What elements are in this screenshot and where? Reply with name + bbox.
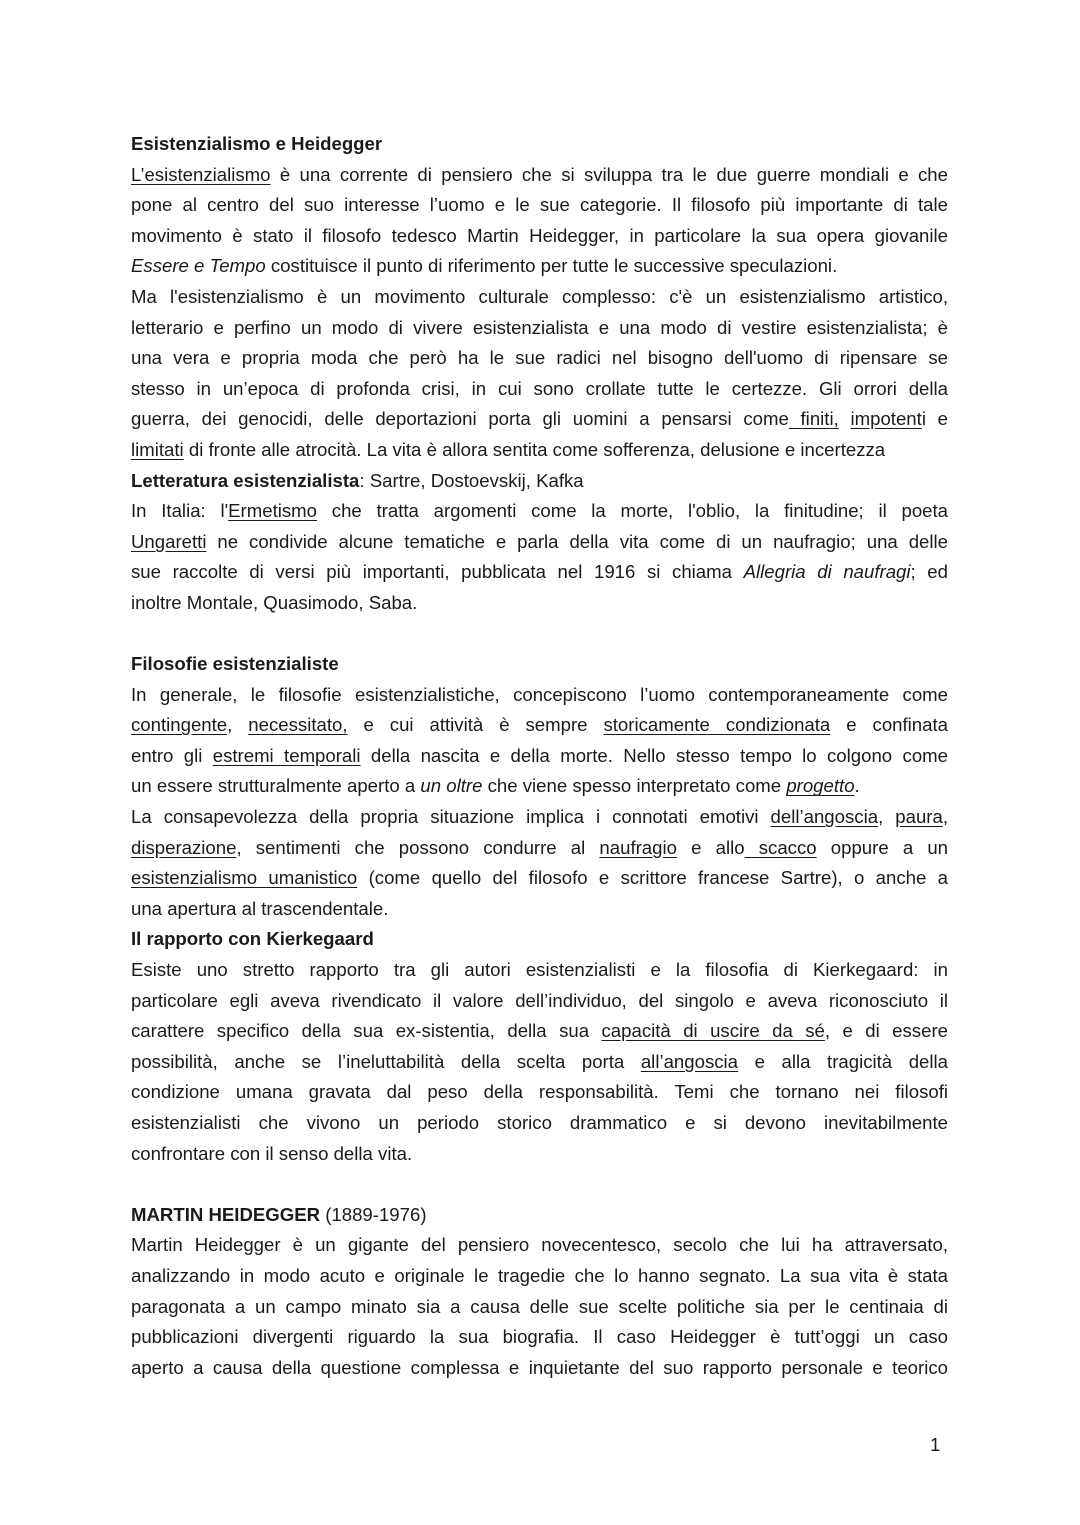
paragraph-line: entro gli estremi temporali della nascita e della morte. Nello stesso tempo lo colgono come: [131, 744, 948, 766]
italic-term: un oltre: [420, 775, 483, 797]
paragraph-line: Esiste uno stretto rapporto tra gli autori esistenzialisti e la filosofia di Kierkegaard: in: [131, 959, 948, 981]
paragraph-line: guerra, dei genocidi, delle deportazioni porta gli uomini a pensarsi come finiti, impotenti e: [131, 408, 949, 430]
paragraph-line: Letteratura esistenzialista: Sartre, Dostoevskij, Kafka: [131, 469, 584, 491]
blank-line: [131, 619, 948, 650]
section-title-esistenzialismo: Esistenzialismo e Heidegger: [131, 133, 383, 154]
underlined-term: naufragio: [599, 836, 677, 858]
paragraph-line: analizzando in modo acuto e originale le tragedie che lo hanno segnato. La sua vita è stata: [131, 1264, 948, 1286]
underlined-term: paura: [895, 806, 943, 828]
underlined-term: Ungaretti: [131, 530, 207, 552]
section-title-filosofie: Filosofie esistenzialiste: [131, 653, 339, 675]
underlined-term: necessitato,: [248, 714, 348, 736]
paragraph-line: una vera e propria moda che però ha le sue radici nel bisogno dell'uomo di ripensare se: [131, 347, 948, 369]
section-title-kierkegaard: Il rapporto con Kierkegaard: [131, 928, 374, 950]
document-page: [131, 129, 948, 1383]
paragraph-line: In Italia: l'Ermetismo che tratta argomenti come la morte, l'oblio, la finitudine; il poeta: [131, 500, 949, 522]
paragraph-line: disperazione, sentimenti che possono condurre al naufragio e allo scacco oppure a un: [131, 836, 948, 858]
underlined-term: finiti,: [788, 408, 839, 430]
paragraph-line: stesso in un’epoca di profonda crisi, in cui sono crollate tutte le certezze. Gli orrori della: [131, 377, 948, 399]
page-number: 1: [930, 1434, 941, 1455]
paragraph-line: condizione umana gravata dal peso della responsabilità. Temi che tornano nei filosofi: [131, 1081, 948, 1103]
bold-label: Letteratura esistenzialista: [131, 469, 360, 491]
paragraph-line: Essere e Tempo costituisce il punto di riferimento per tutte le successive speculazioni.: [131, 255, 838, 277]
paragraph-line: carattere specifico della sua ex-sistentia, della sua capacità di uscire da sé, e di essere: [131, 1020, 948, 1042]
paragraph-line: esistenzialismo umanistico (come quello del filosofo e scrittore francese Sartre), o anche a: [131, 867, 948, 889]
underlined-term: esistenzialismo umanistico: [131, 867, 358, 889]
paragraph-line: particolare egli aveva rivendicato il valore dell’individuo, del singolo e aveva riconosciuto il: [131, 989, 948, 1011]
paragraph-line: aperto a causa della questione complessa e inquietante del suo rapporto personale e teorico: [131, 1356, 948, 1378]
italic-title: Essere e Tempo: [131, 255, 266, 277]
underlined-term: progetto: [786, 775, 855, 797]
paragraph-line: una apertura al trascendentale.: [131, 897, 389, 919]
italic-title: Allegria di naufragi: [743, 561, 911, 583]
underlined-term: estremi temporali: [212, 744, 361, 766]
underlined-term: capacità di uscire da sé: [601, 1020, 825, 1042]
underlined-term: limitati: [131, 438, 184, 460]
paragraph-line: L’esistenzialismo è una corrente di pensiero che si sviluppa tra le due guerre mondiali e che: [131, 163, 948, 185]
paragraph-line: paragonata a un campo minato sia a causa delle sue scelte politiche sia per le centinaia di: [131, 1295, 948, 1317]
underlined-term: L’esistenzialismo: [131, 163, 271, 185]
underlined-term: storicamente condizionata: [603, 714, 831, 736]
paragraph-line: limitati di fronte alle atrocità. La vita è allora sentita come sofferenza, delusione e incertezza: [131, 438, 886, 460]
paragraph-line: pubblicazioni divergenti riguardo la sua biografia. Il caso Heidegger è tutt’oggi un caso: [131, 1326, 948, 1348]
paragraph-line: possibilità, anche se l’ineluttabilità della scelta porta all’angoscia e alla tragicità della: [131, 1050, 948, 1072]
paragraph-line: confrontare con il senso della vita.: [131, 1142, 413, 1164]
section-title-heidegger: MARTIN HEIDEGGER (1889-1976): [131, 1203, 427, 1225]
underlined-term: Ermetismo: [228, 500, 318, 522]
paragraph-line: letterario e perfino un modo di vivere esistenzialista e una modo di vestire esistenzialista; è: [131, 316, 948, 338]
paragraph-line: Ungaretti ne condivide alcune tematiche e parla della vita come di un naufragio; una delle: [131, 530, 948, 552]
underlined-term: dell’angoscia: [770, 806, 879, 828]
paragraph-line: Ma l'esistenzialismo è un movimento culturale complesso: c'è un esistenzialismo artistico,: [131, 285, 948, 307]
paragraph-line: esistenzialisti che vivono un periodo storico drammatico e si devono inevitabilmente: [131, 1112, 948, 1133]
underlined-term: disperazione: [131, 836, 237, 858]
underlined-term: all’angoscia: [640, 1050, 739, 1072]
blank-line: [131, 1169, 948, 1200]
paragraph-line: movimento è stato il filosofo tedesco Martin Heidegger, in particolare la sua opera giovanile: [131, 224, 948, 246]
underlined-term: contingente: [131, 714, 228, 736]
paragraph-line: inoltre Montale, Quasimodo, Saba.: [131, 591, 418, 613]
paragraph-line: In generale, le filosofie esistenzialistiche, concepiscono l’uomo contemporaneamente come: [131, 683, 948, 705]
paragraph-line: sue raccolte di versi più importanti, pubblicata nel 1916 si chiama Allegria di naufragi; ed: [131, 561, 948, 583]
paragraph-line: La consapevolezza della propria situazione implica i connotati emotivi dell’angoscia, paura,: [131, 806, 948, 828]
paragraph-line: Martin Heidegger è un gigante del pensiero novecentesco, secolo che lui ha attraversato,: [131, 1234, 948, 1256]
paragraph-line: un essere strutturalmente aperto a un oltre che viene spesso interpretato come progetto.: [131, 775, 860, 797]
underlined-term: scacco: [744, 836, 817, 858]
underlined-term: impotent: [850, 408, 922, 430]
paragraph-line: contingente, necessitato, e cui attività è sempre storicamente condizionata e confinata: [131, 714, 948, 736]
paragraph-line: pone al centro del suo interesse l’uomo e le sue categorie. Il filosofo più importante di tale: [131, 194, 948, 216]
